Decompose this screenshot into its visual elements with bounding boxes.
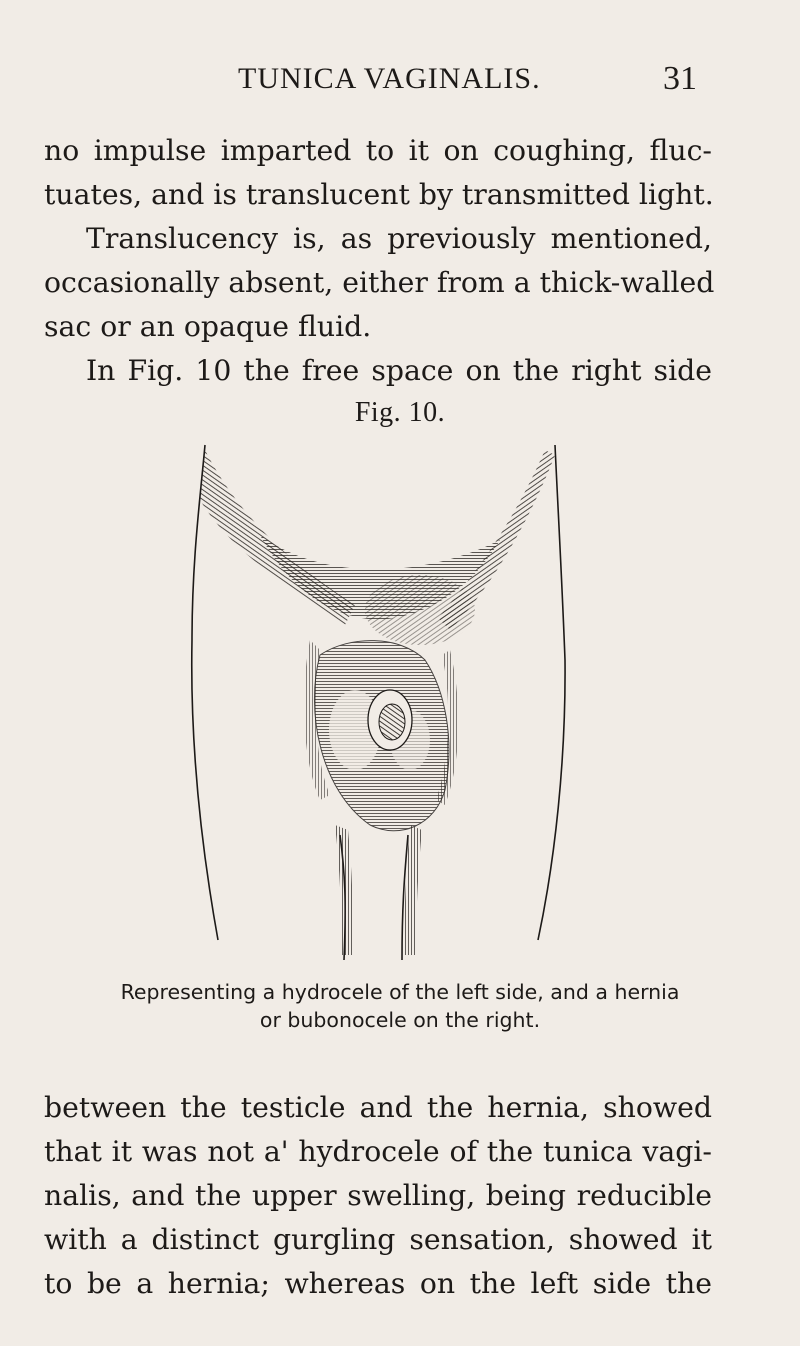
- text-line: to be a hernia; whereas on the left side the: [44, 1267, 712, 1300]
- running-title: TUNICA VAGINALIS.: [238, 62, 541, 95]
- text-line: occasionally absent, either from a thick-walled: [44, 266, 715, 299]
- text-block-bottom: [44, 1086, 712, 1306]
- page-number: 31: [663, 60, 697, 97]
- caption-line: or bubonocele on the right.: [259, 1008, 541, 1032]
- figure-label: Fig. 10.: [354, 397, 446, 428]
- figure-caption: [80, 978, 720, 1034]
- caption-line: Representing a hydrocele of the left side, and a hernia: [120, 980, 680, 1004]
- text-line: sac or an opaque fluid.: [44, 310, 372, 343]
- text-line: that it was not a' hydrocele of the tunica vagi-: [44, 1135, 712, 1168]
- text-line: In Fig. 10 the free space on the right side: [86, 354, 712, 387]
- text-line: Translucency is, as previously mentioned,: [86, 222, 712, 255]
- text-line: nalis, and the upper swelling, being reducible: [44, 1179, 712, 1212]
- text-line: tuates, and is translucent by transmitted light.: [44, 178, 714, 211]
- hydrocele-illustration: [170, 440, 610, 965]
- text-line: between the testicle and the hernia, showed: [44, 1091, 712, 1124]
- text-line: no impulse imparted to it on coughing, fluc-: [44, 134, 712, 167]
- text-block-top: [44, 129, 715, 393]
- text-line: with a distinct gurgling sensation, showed it: [44, 1223, 712, 1256]
- running-head: [0, 62, 800, 102]
